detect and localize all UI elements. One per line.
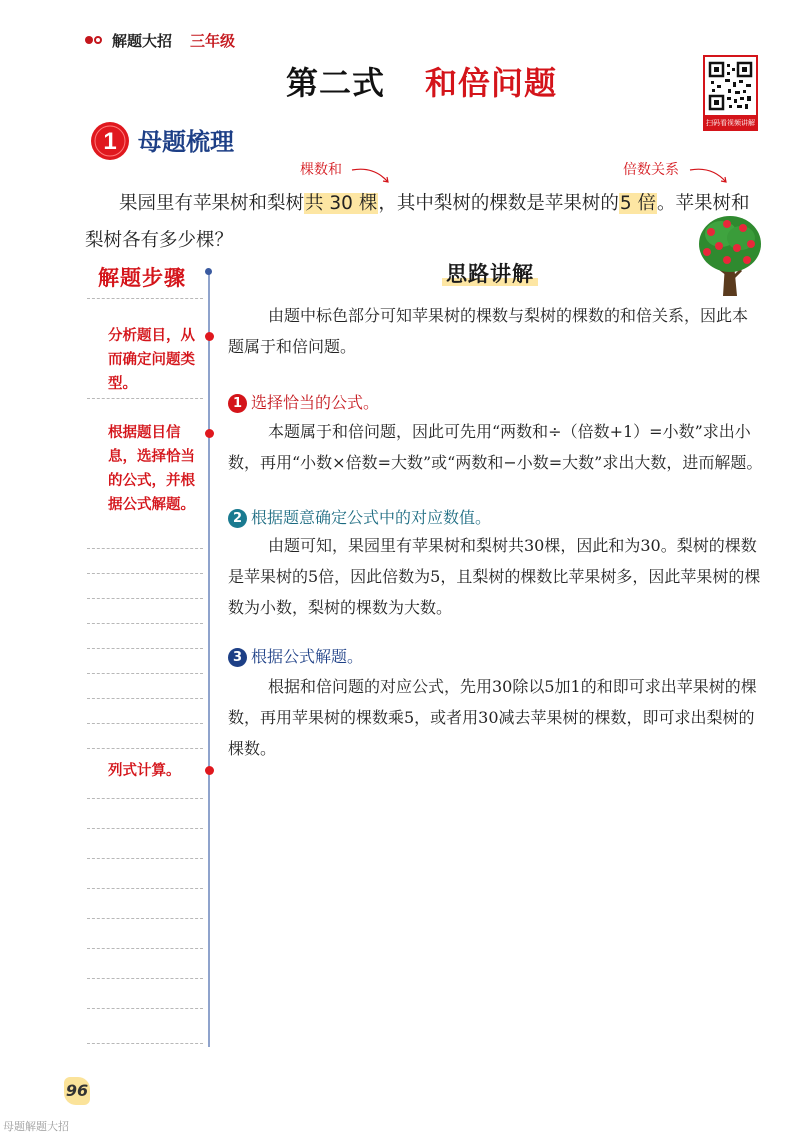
grade-label: 三年级 bbox=[190, 32, 236, 50]
note-rule bbox=[87, 598, 203, 599]
note-rule bbox=[87, 623, 203, 624]
step-2-body: 由题可知，果园里有苹果树和梨树共30棵，因此和为30。梨树的棵数是苹果树的5倍，因此倍数为5，且梨树的棵数比苹果树多，因此苹果树的棵数为小数，梨树的棵数为大数。 bbox=[228, 536, 761, 617]
page-number: 96 bbox=[64, 1077, 90, 1105]
step-note-calculate: 列式计算。 bbox=[108, 763, 181, 779]
note-rule bbox=[87, 573, 203, 574]
note-rule bbox=[87, 828, 203, 829]
highlight-sum: 共 30 棵 bbox=[305, 193, 378, 214]
annotation-sum: 棵数和 bbox=[300, 162, 342, 178]
step-1-body: 本题属于和倍问题，因此可先用“两数和÷（倍数+1）=小数”求出小数，再用“小数×倍数=大数”或“两数和−小数=大数”求出大数，进而解题。 bbox=[228, 422, 763, 472]
qr-caption: 扫码看视频讲解 bbox=[703, 115, 758, 131]
note-rule bbox=[87, 298, 203, 299]
note-rule bbox=[87, 648, 203, 649]
step-marker-dot bbox=[205, 332, 214, 341]
section-title: 母题梳理 bbox=[138, 128, 234, 156]
note-rule bbox=[87, 978, 203, 979]
note-rule bbox=[87, 918, 203, 919]
note-rule bbox=[87, 548, 203, 549]
step-3-heading: 3 根据公式解题。 bbox=[228, 645, 363, 669]
note-rule bbox=[87, 698, 203, 699]
chapter-prefix: 第二式 bbox=[286, 64, 386, 102]
note-rule bbox=[87, 673, 203, 674]
divider-dot bbox=[205, 268, 212, 275]
step-marker-dot bbox=[205, 766, 214, 775]
page-title: 和倍问题 bbox=[425, 64, 558, 102]
watermark: 母题解题大招 bbox=[3, 1120, 69, 1133]
annotation-ratio: 倍数关系 bbox=[623, 162, 679, 178]
note-rule bbox=[87, 723, 203, 724]
highlight-ratio: 5 倍 bbox=[619, 193, 656, 214]
note-rule bbox=[87, 858, 203, 859]
note-rule bbox=[87, 1008, 203, 1009]
book-name: 解题大招 bbox=[112, 32, 173, 50]
note-rule bbox=[87, 888, 203, 889]
problem-text: 果园里有苹果树和梨树共 30 棵，其中梨树的棵数是苹果树的5 倍。苹果树和梨树各有多少棵？ bbox=[85, 193, 750, 251]
intro-paragraph: 由题中标色部分可知苹果树的棵数与梨树的棵数的和倍关系，因此本题属于和倍问题。 bbox=[228, 306, 749, 356]
step-note-formula: 根据题目信息，选择恰当的公式，并根据公式解题。 bbox=[108, 425, 195, 513]
note-rule bbox=[87, 1043, 203, 1044]
note-rule bbox=[87, 948, 203, 949]
apple-tree-illustration bbox=[697, 212, 763, 298]
step-3-body: 根据和倍问题的对应公式，先用30除以5加1的和即可求出苹果树的棵数，再用苹果树的棵数乘5，或者用30减去苹果树的棵数，即可求出梨树的棵数。 bbox=[228, 677, 757, 758]
step-1-heading: 1 选择恰当的公式。 bbox=[228, 391, 379, 415]
explanation-title: 思路讲解 bbox=[446, 258, 534, 288]
step-2-heading: 2 根据题意确定公式中的对应数值。 bbox=[228, 506, 491, 530]
qr-code[interactable] bbox=[703, 55, 758, 133]
qr-code-icon bbox=[705, 57, 756, 115]
steps-column-title: 解题步骤 bbox=[98, 266, 186, 290]
step-marker-dot bbox=[205, 429, 214, 438]
section-number-badge bbox=[90, 121, 130, 161]
column-divider bbox=[208, 272, 210, 1047]
note-rule bbox=[87, 798, 203, 799]
note-rule bbox=[87, 748, 203, 749]
note-rule bbox=[87, 398, 203, 399]
section-number: 1 bbox=[103, 128, 117, 155]
header-dots-decoration bbox=[85, 35, 107, 45]
step-note-analyze: 分析题目，从而确定问题类型。 bbox=[108, 328, 195, 392]
